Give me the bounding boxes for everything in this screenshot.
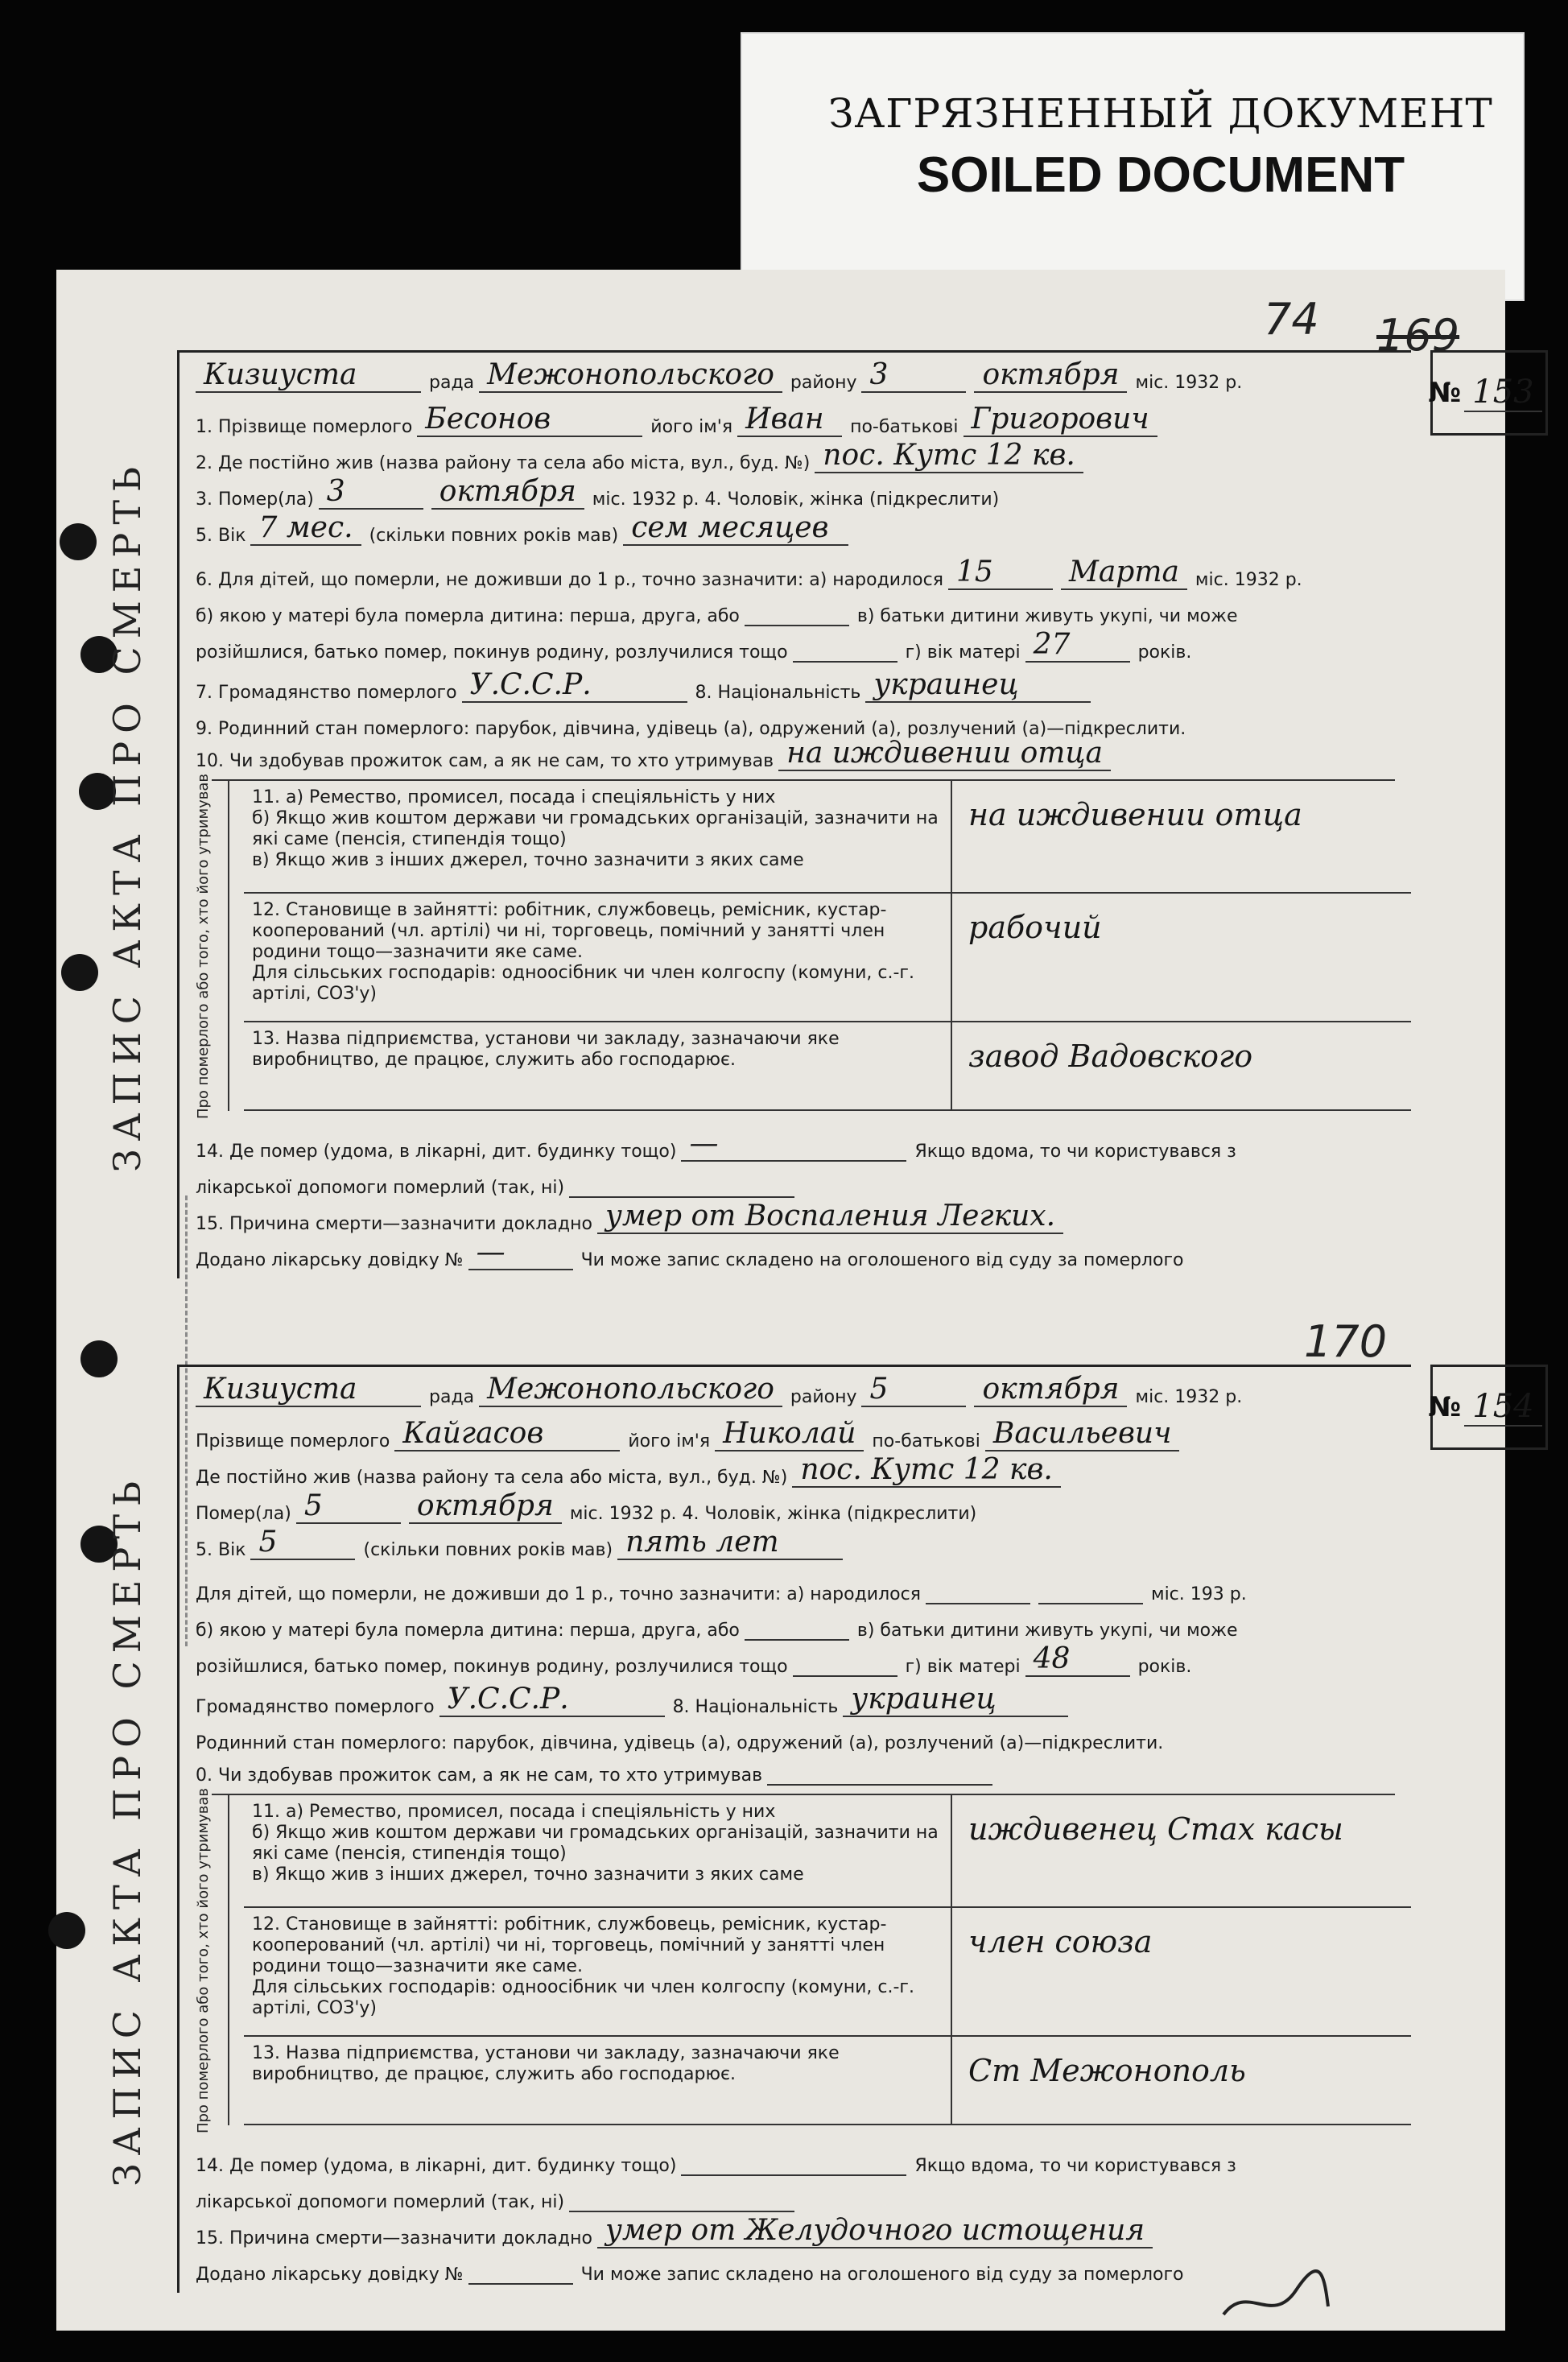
question-11: 11. а) Ремество, промисел, посада і спеціяльність у них б) Якщо жив коштом держави чи громадських організацій, зазначити на які саме (пенсія, стипендія тощо) в) Якщо жив з інших джерел, точно зазначити з яких саме — [244, 781, 952, 894]
age-row: 5. Вік 7 мес. (скільки повних років мав) сем месяцев — [196, 506, 1395, 546]
death-record-154 — [105, 1365, 1534, 2293]
certificate-row: Додано лікарську довідку № Чи може запис складено на оголошеного від суду за померлого — [196, 2265, 1184, 2285]
question-13: 13. Назва підприємства, установи чи закладу, зазначаючи яке виробництво, де працює, служить або господарює. — [244, 1022, 952, 1111]
residence-row: Де постійно жив (назва району та села або міста, вул., буд. №) пос. Кутс 12 кв. — [196, 1447, 1395, 1488]
punch-hole — [48, 1912, 85, 1949]
cause-of-death-row: 15. Причина смерти—зазначити докладно умер от Воспаления Легких. — [196, 1194, 1395, 1234]
signature-mark — [1215, 2266, 1336, 2331]
answer-11: иждивенец Стах касы — [952, 1795, 1411, 1908]
child-order-row: б) якою у матері була померла дитина: перша, друга, або в) батьки дитини живуть укупі, чи може — [196, 606, 1238, 626]
record-side-title: ЗАПИС АКТА ПРО СМЕРТЬ — [105, 1472, 149, 2187]
question-12: 12. Становище в зайнятті: робітник, службовець, ремісник, кустар-кооперований (чл. артілі) чи ні, торговець, помічний у занятті член родини тощо—зазначити яке саме. Для сільських господарів: одноосібник чи член колгоспу (комуни, с.-г. артілі, СОЗ'у) — [244, 894, 952, 1022]
record-side-title: ЗАПИС АКТА ПРО СМЕРТЬ — [105, 458, 149, 1173]
occupation-grid — [195, 1787, 1395, 2133]
medical-help-row: лікарської допомоги померлий (так, ні) — [196, 2172, 1395, 2212]
archive-number: 169 — [1376, 310, 1460, 361]
question-12: 12. Становище в зайнятті: робітник, службовець, ремісник, кустар-кооперований (чл. артілі) чи ні, торговець, помічний у занятті член родини тощо—зазначити яке саме. Для сільських господарів: одноосібник чи член колгоспу (комуни, с.-г. артілі, СОЗ'у) — [244, 1908, 952, 2037]
label-english: SOILED DOCUMENT — [916, 147, 1405, 203]
child-birth-row: 6. Для дітей, що померли, не доживши до 1 р., точно зазначити: а) народилося 15 Марта міс. 1932 р. — [196, 555, 1302, 590]
label-russian: ЗАГРЯЗНЕННЫЙ ДОКУМЕНТ — [828, 90, 1493, 137]
surname-row: 1. Прізвище померлого Бесонов його ім'я Иван по-батькові Григорович — [196, 397, 1395, 437]
marital-row: 9. Родинний стан померлого: парубок, дівчина, удівець (а), одружений (а), розлучений (а)—підкреслити. — [196, 719, 1186, 739]
residence-row: 2. Де постійно жив (назва району та села або міста, вул., буд. №) пос. Кутс 12 кв. — [196, 433, 1395, 473]
form-sheet — [56, 270, 1534, 2331]
parents-row: розійшлися, батько помер, покинув родину, розлучилися тощо г) вік матері 48 років. — [196, 1642, 1192, 1677]
death-date-row: Помер(ла) 5 октября міс. 1932 р. 4. Чоловік, жінка (підкреслити) — [196, 1489, 977, 1524]
parents-row: розійшлися, батько помер, покинув родину, розлучилися тощо г) вік матері 27 років. — [196, 628, 1192, 663]
header-row: Кизиуста рада Межонопольского району 3 октября міс. 1932 р. — [196, 353, 1395, 393]
marital-row: Родинний стан померлого: парубок, дівчина, удівець (а), одружений (а), розлучений (а)—підкреслити. — [196, 1733, 1164, 1753]
child-order-row: б) якою у матері була померла дитина: перша, друга, або в) батьки дитини живуть укупі, чи може — [196, 1621, 1238, 1641]
death-place-row: 14. Де помер (удома, в лікарні, дит. будинку тощо) — Якщо вдома, то чи користувався з — [196, 1127, 1236, 1162]
question-13: 13. Назва підприємства, установи чи закладу, зазначаючи яке виробництво, де працює, служить або господарює. — [244, 2037, 952, 2125]
record-number: № 154 — [1430, 1365, 1548, 1450]
death-place-row: 14. Де помер (удома, в лікарні, дит. будинку тощо) Якщо вдома, то чи користувався з — [196, 2156, 1236, 2176]
answer-11: на иждивении отца — [952, 781, 1411, 894]
grid-side-label: Про померлого або того, хто його утримував — [179, 781, 229, 1111]
answer-13: завод Вадовского — [952, 1022, 1411, 1111]
death-date-row: 3. Помер(ла) 3 октября міс. 1932 р. 4. Чоловік, жінка (підкреслити) — [196, 475, 1000, 510]
support-row: 10. Чи здобував прожиток сам, а як не сам, то хто утримував на иждивении отца — [196, 731, 1395, 771]
age-row: 5. Вік 5 (скільки повних років мав) пять лет — [196, 1520, 1395, 1560]
answer-12: рабочий — [952, 894, 1411, 1022]
child-birth-row: Для дітей, що померли, не доживши до 1 р., точно зазначити: а) народилося міс. 193 р. — [196, 1584, 1247, 1604]
archive-number: 74 — [1264, 294, 1319, 345]
soiled-document-label — [741, 32, 1525, 301]
cause-of-death-row: 15. Причина смерти—зазначити докладно умер от Желудочного истощения — [196, 2208, 1395, 2248]
medical-help-row: лікарської допомоги померлий (так, ні) — [196, 1158, 1395, 1198]
certificate-row: Додано лікарську довідку № — Чи може запис складено на оголошеного від суду за померлого — [196, 1236, 1184, 1270]
occupation-grid — [195, 773, 1395, 1119]
archive-number: 170 — [1304, 1316, 1388, 1367]
citizenship-row: Громадянство померлого У.С.С.Р. 8. Національність украинец — [196, 1677, 1395, 1717]
answer-13: Ст Межонополь — [952, 2037, 1411, 2125]
record-number: № 153 — [1430, 350, 1548, 436]
answer-12: член союза — [952, 1908, 1411, 2037]
support-row: 0. Чи здобував прожиток сам, а як не сам, то хто утримував — [196, 1745, 1395, 1786]
citizenship-row: 7. Громадянство померлого У.С.С.Р. 8. Національність украинец — [196, 663, 1395, 703]
question-11: 11. а) Ремество, промисел, посада і спеціяльність у них б) Якщо жив коштом держави чи громадських організацій, зазначити на які саме (пенсія, стипендія тощо) в) Якщо жив з інших джерел, точно зазначити з яких саме — [244, 1795, 952, 1908]
surname-row: Прізвище померлого Кайгасов його ім'я Николай по-батькові Васильевич — [196, 1411, 1395, 1451]
grid-side-label: Про померлого або того, хто його утримував — [179, 1795, 229, 2125]
death-record-153 — [105, 350, 1534, 1278]
header-row: Кизиуста рада Межонопольского району 5 октября міс. 1932 р. — [196, 1367, 1395, 1407]
